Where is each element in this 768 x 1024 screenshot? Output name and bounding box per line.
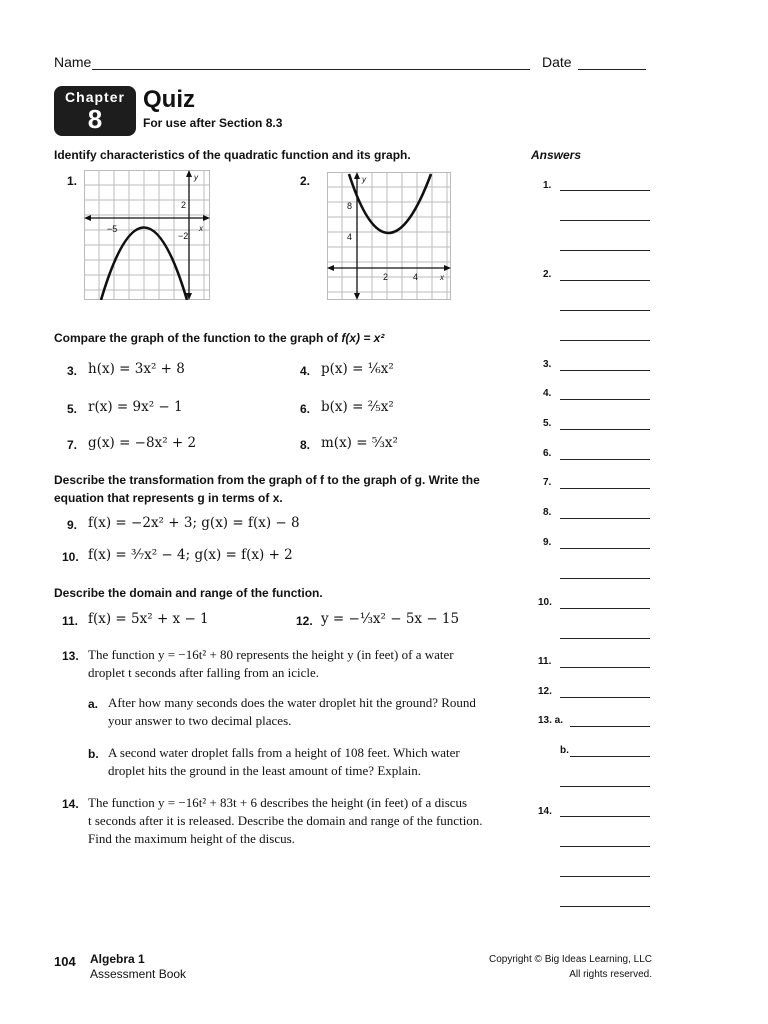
name-label: Name (54, 54, 92, 70)
instruction-domain: Describe the domain and range of the function. (54, 586, 323, 600)
graph-1-tick-y-top: 2 (181, 200, 187, 210)
answer-line-14b[interactable] (560, 846, 650, 847)
problem-12-expression: y = −⅓x² − 5x − 15 (321, 611, 460, 627)
problem-number-14: 14. (62, 797, 79, 811)
problem-number-5: 5. (67, 402, 78, 416)
problem-6-expression: b(x) = ⅖x² (321, 399, 394, 415)
answer-line-8[interactable] (560, 518, 650, 519)
answer-line-13a[interactable] (570, 726, 650, 727)
page-number: 104 (54, 954, 76, 969)
problem-number-2: 2. (300, 174, 311, 188)
instruction-identify: Identify characteristics of the quadratic function and its graph. (54, 148, 411, 162)
answer-line-14a[interactable] (560, 816, 650, 817)
graph-2-axis-y-label: y (362, 175, 366, 184)
answer-label-9: 9. (543, 537, 552, 548)
graph-2-tick-y2: 4 (347, 232, 353, 242)
problem-number-6: 6. (300, 402, 311, 416)
problem-number-11: 11. (62, 614, 79, 628)
answer-line-4[interactable] (560, 399, 650, 400)
answer-line-2b[interactable] (560, 310, 650, 311)
answer-line-7[interactable] (560, 488, 650, 489)
answer-label-2: 2. (543, 269, 552, 280)
chapter-number: 8 (87, 104, 103, 134)
answer-line-1b[interactable] (560, 220, 650, 221)
chapter-badge (54, 86, 136, 136)
problem-number-10: 10. (62, 550, 79, 564)
answer-label-6: 6. (543, 448, 552, 459)
answer-line-1c[interactable] (560, 250, 650, 251)
book-subtitle: Assessment Book (90, 967, 187, 981)
problem-13b-line1: A second water droplet falls from a height of 108 feet. Which water (108, 745, 460, 760)
graph-1-axis-y-label: y (194, 173, 198, 182)
problem-8-expression: m(x) = ⁵⁄₃x² (321, 435, 398, 451)
problem-14-text-line2: t seconds after it is released. Describe the domain and range of the function. (88, 813, 483, 828)
problem-number-1: 1. (67, 174, 78, 188)
problem-13-text-line2: droplet t seconds after falling from an icicle. (88, 665, 320, 680)
answer-label-13b: b. (560, 745, 569, 756)
date-field[interactable] (578, 69, 646, 70)
graph-2-tick-x2: 4 (413, 272, 419, 282)
problem-number-8: 8. (300, 438, 311, 452)
graph-2 (327, 172, 451, 300)
problem-13a-label: a. (88, 697, 99, 711)
answer-label-8: 8. (543, 507, 552, 518)
problem-9-expression: f(x) = −2x² + 3; g(x) = f(x) − 8 (88, 515, 300, 531)
answer-label-10: 10. (538, 597, 552, 608)
answer-line-9a[interactable] (560, 548, 650, 549)
answer-line-9b[interactable] (560, 578, 650, 579)
problem-7-expression: g(x) = −8x² + 2 (88, 435, 197, 451)
answer-line-2c[interactable] (560, 340, 650, 341)
problem-number-4: 4. (300, 364, 311, 378)
answer-line-1a[interactable] (560, 190, 650, 191)
chapter-word: Chapter (65, 89, 125, 105)
instruction-compare-function: f(x) = x² (341, 331, 385, 345)
problem-3-expression: h(x) = 3x² + 8 (88, 361, 185, 377)
problem-14-text-line1: The function y = −16t² + 83t + 6 describes the height (in feet) of a discus (88, 795, 468, 810)
rights-text: All rights reserved. (569, 969, 652, 980)
page-subtitle: For use after Section 8.3 (143, 116, 283, 130)
answer-label-14: 14. (538, 806, 552, 817)
problem-number-9: 9. (67, 518, 78, 532)
graph-1-axis-x-label: x (199, 224, 203, 233)
answer-line-12[interactable] (560, 697, 650, 698)
answer-line-3[interactable] (560, 370, 650, 371)
answer-label-3: 3. (543, 359, 552, 370)
answer-line-10a[interactable] (560, 608, 650, 609)
problem-number-13: 13. (62, 649, 79, 663)
answers-heading: Answers (531, 148, 582, 162)
copyright-text: Copyright © Big Ideas Learning, LLC (488, 954, 652, 965)
answer-label-4: 4. (543, 388, 552, 399)
answer-label-12: 12. (538, 686, 552, 697)
graph-1-tick-y-bottom: −2 (178, 231, 189, 241)
problem-13b-line2: droplet hits the ground in the least amount of time? Explain. (108, 763, 422, 778)
answer-label-5: 5. (543, 418, 552, 429)
answer-line-2a[interactable] (560, 280, 650, 281)
answer-label-11: 11. (538, 656, 552, 667)
instruction-compare-text: Compare the graph of the function to the graph of (54, 331, 338, 345)
graph-1-tick-x: −5 (107, 224, 118, 234)
book-title: Algebra 1 (90, 952, 145, 966)
instruction-compare (54, 329, 384, 347)
problem-4-expression: p(x) = ⅙x² (321, 361, 394, 377)
answer-line-14d[interactable] (560, 906, 650, 907)
problem-number-12: 12. (296, 614, 313, 628)
answer-line-10b[interactable] (560, 638, 650, 639)
name-field[interactable] (92, 69, 530, 70)
graph-2-tick-x1: 2 (383, 272, 389, 282)
date-label: Date (542, 54, 572, 70)
answer-line-13b-1[interactable] (570, 756, 650, 757)
answer-line-14c[interactable] (560, 876, 650, 877)
problem-14-text-line3: Find the maximum height of the discus. (88, 831, 295, 846)
problem-number-3: 3. (67, 364, 78, 378)
answer-line-13b-2[interactable] (560, 786, 650, 787)
problem-13b-label: b. (88, 747, 99, 761)
problem-10-expression: f(x) = ³⁄₇x² − 4; g(x) = f(x) + 2 (88, 547, 293, 563)
answer-label-7: 7. (543, 477, 552, 488)
answer-line-11[interactable] (560, 667, 650, 668)
graph-2-axis-x-label: x (440, 273, 444, 282)
problem-13a-line1: After how many seconds does the water droplet hit the ground? Round (108, 695, 476, 710)
problem-11-expression: f(x) = 5x² + x − 1 (88, 611, 209, 627)
problem-5-expression: r(x) = 9x² − 1 (88, 399, 183, 415)
problem-13-text-line1: The function y = −16t² + 80 represents the height y (in feet) of a water (88, 647, 454, 662)
problem-number-7: 7. (67, 438, 78, 452)
answer-label-1: 1. (543, 180, 552, 191)
graph-2-tick-y1: 8 (347, 201, 353, 211)
instruction-transform: Describe the transformation from the graph of f to the graph of g. Write the equation that represents g in terms of x. (54, 473, 480, 505)
problem-13a-line2: your answer to two decimal places. (108, 713, 292, 728)
answer-line-6[interactable] (560, 459, 650, 460)
page-title: Quiz (143, 86, 195, 113)
answer-label-13a: 13. a. (538, 715, 564, 726)
answer-line-5[interactable] (560, 429, 650, 430)
graph-1 (84, 170, 210, 300)
